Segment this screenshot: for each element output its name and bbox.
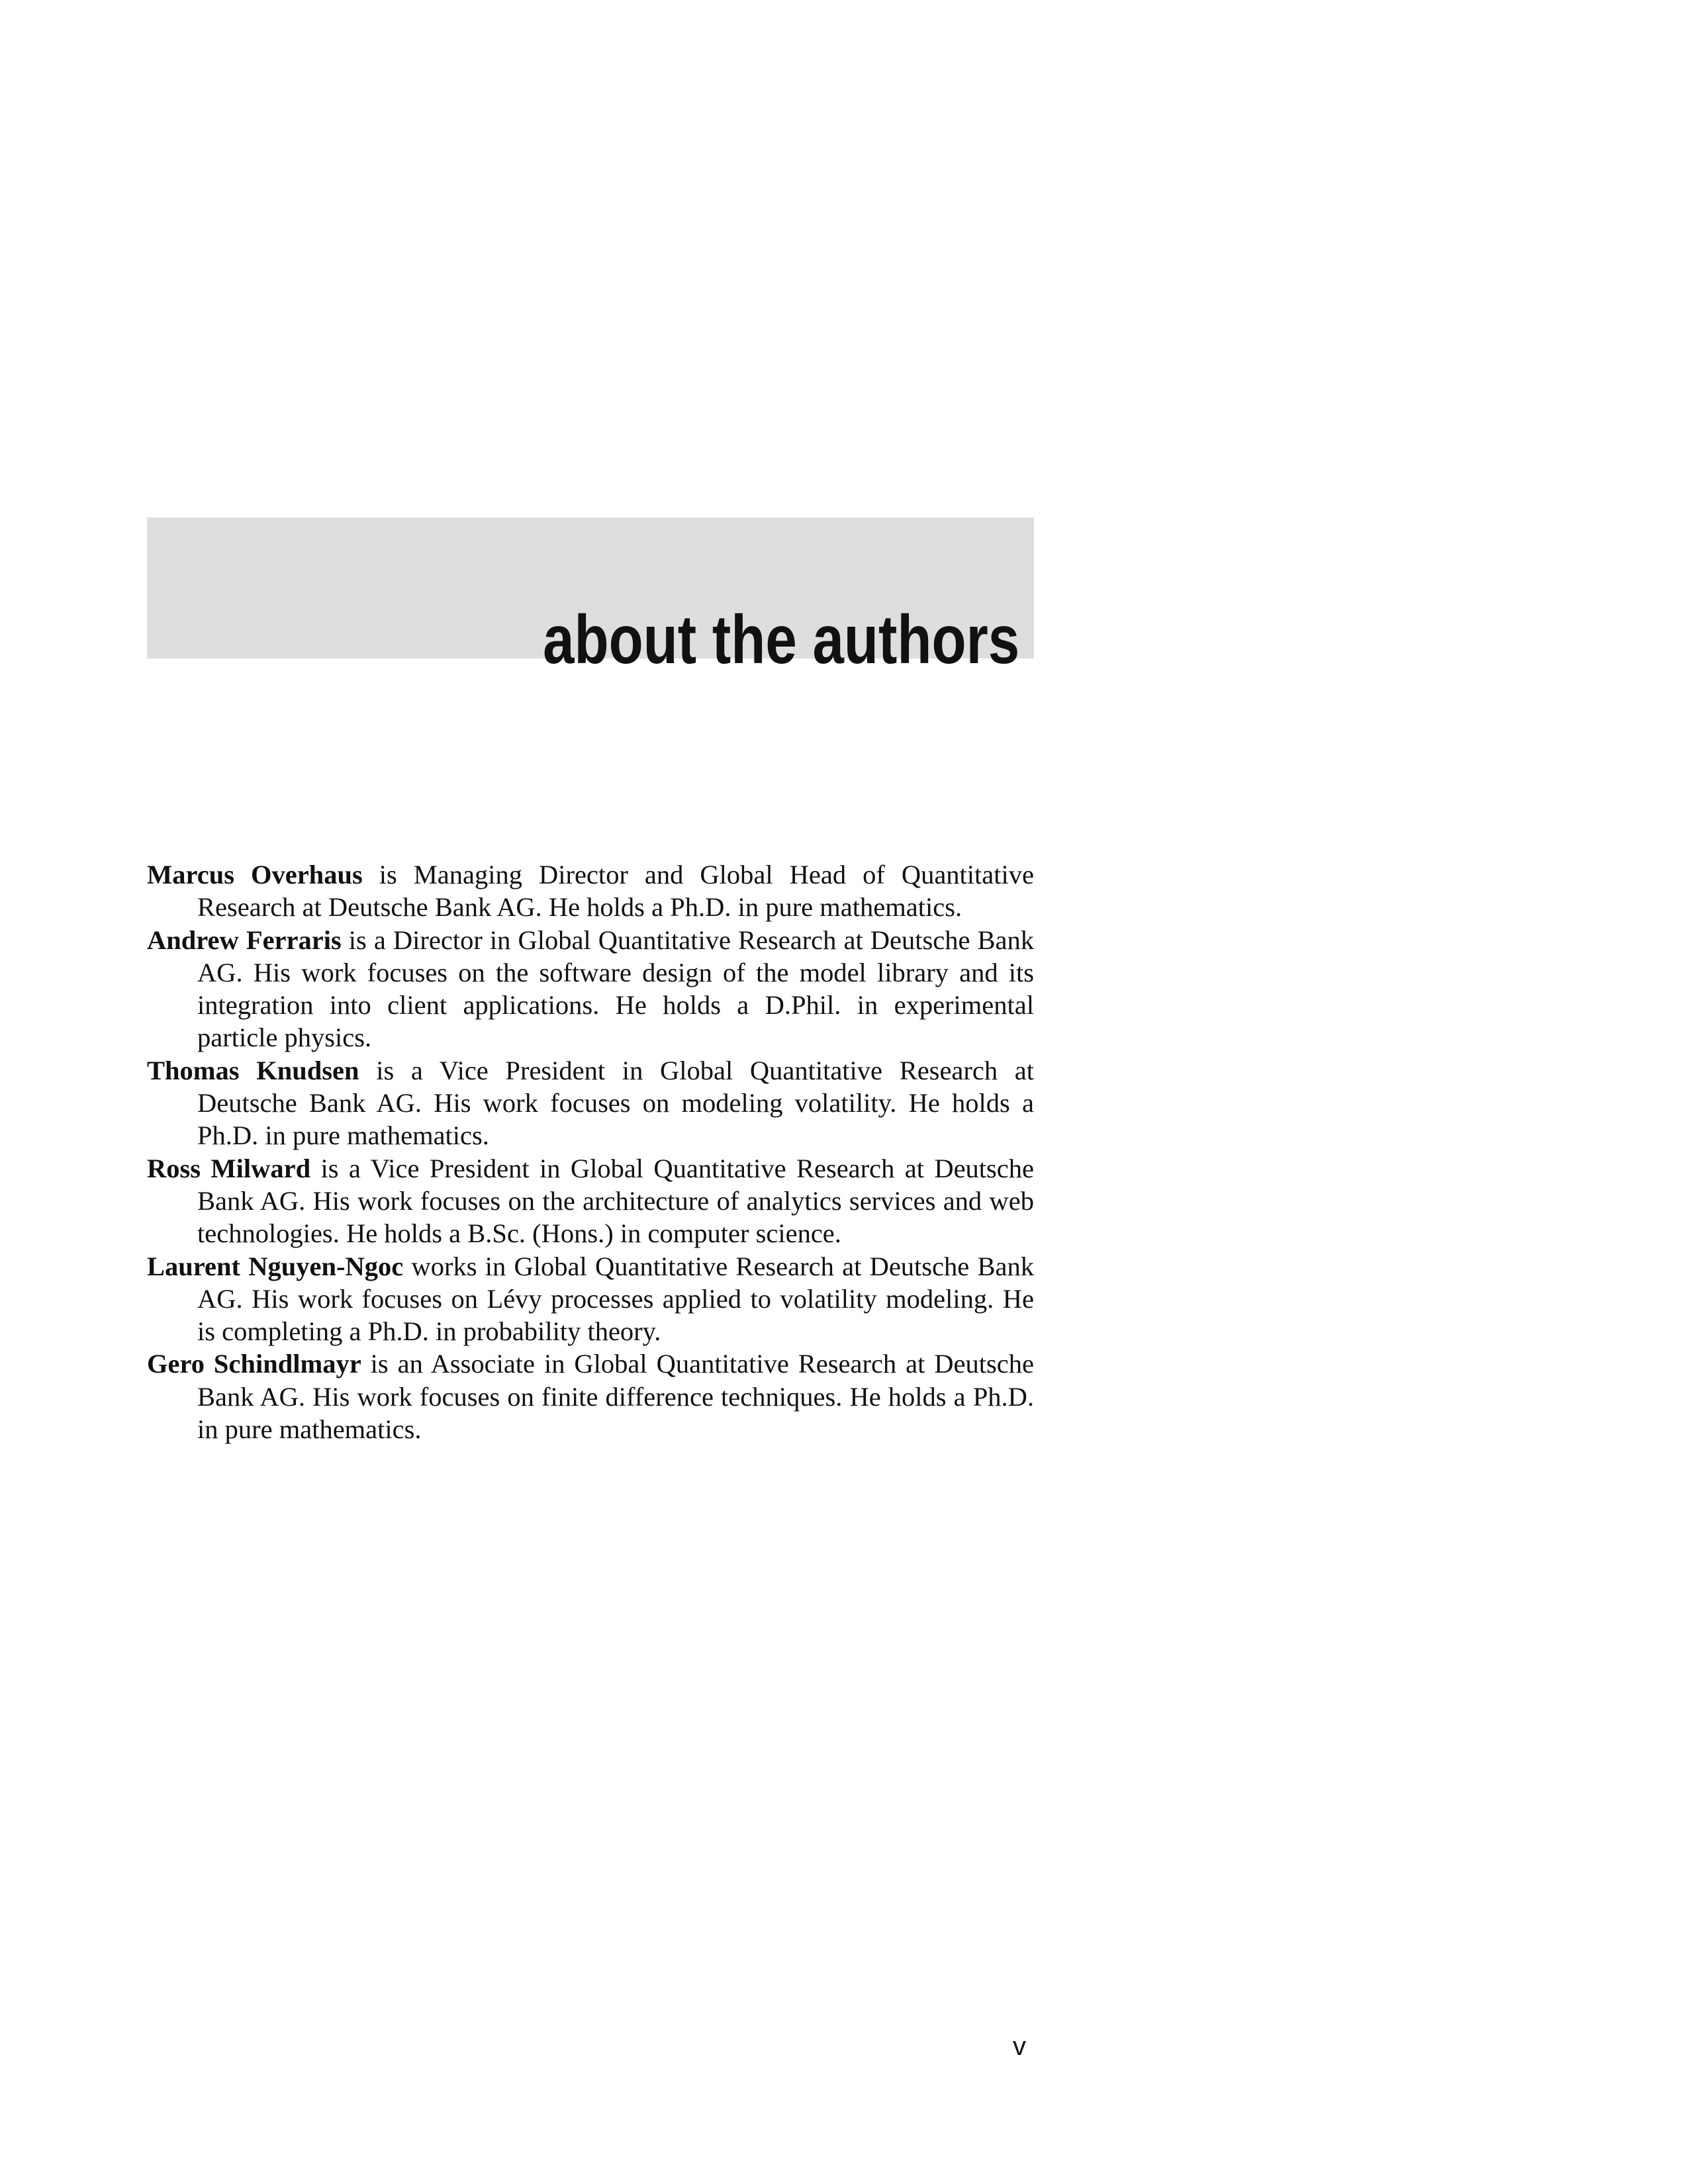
author-name: Ross Milward: [147, 1153, 311, 1183]
author-entry: [147, 924, 1034, 1054]
author-entry: [147, 1152, 1034, 1250]
page-title: about the authors: [542, 602, 1019, 678]
author-entry: [147, 1347, 1034, 1445]
author-name: Thomas Knudsen: [147, 1055, 359, 1085]
page-number: v: [1013, 2032, 1026, 2061]
author-bio: works in Global Quantitative Research at Deutsche Bank AG. His work focuses on Lévy processes applied to volatility modeling. He is completing a Ph.D. in probability theory.: [197, 1251, 1034, 1347]
author-name: Andrew Ferraris: [147, 925, 342, 955]
author-bio: is an Associate in Global Quantitative Research at Deutsche Bank AG. His work focuses on finite difference techniques. He holds a Ph.D. in pure mathematics.: [197, 1349, 1034, 1445]
author-name: Gero Schindlmayr: [147, 1349, 361, 1379]
author-bio: is Managing Director and Global Head of Quantitative Research at Deutsche Bank AG. He holds a Ph.D. in pure mathematics.: [197, 860, 1035, 923]
author-entry: [147, 1054, 1034, 1152]
author-bio: is a Vice President in Global Quantitative Research at Deutsche Bank AG. His work focuses on the architecture of analytics services and web technologies. He holds a B.Sc. (Hons.) in computer science.: [197, 1153, 1035, 1249]
author-bio: is a Director in Global Quantitative Research at Deutsche Bank AG. His work focuses on the software design of the model library and its integration into client applications. He holds a D.Phil. in experimental particle physics.: [197, 925, 1034, 1053]
author-entry: [147, 1250, 1034, 1348]
author-list: [147, 858, 1034, 1445]
author-entry: [147, 858, 1034, 924]
author-name: Laurent Nguyen-Ngoc: [147, 1251, 404, 1281]
author-name: Marcus Overhaus: [147, 860, 363, 889]
author-bio: is a Vice President in Global Quantitative Research at Deutsche Bank AG. His work focuses on modeling volatility. He holds a Ph.D. in pure mathematics.: [197, 1055, 1034, 1151]
